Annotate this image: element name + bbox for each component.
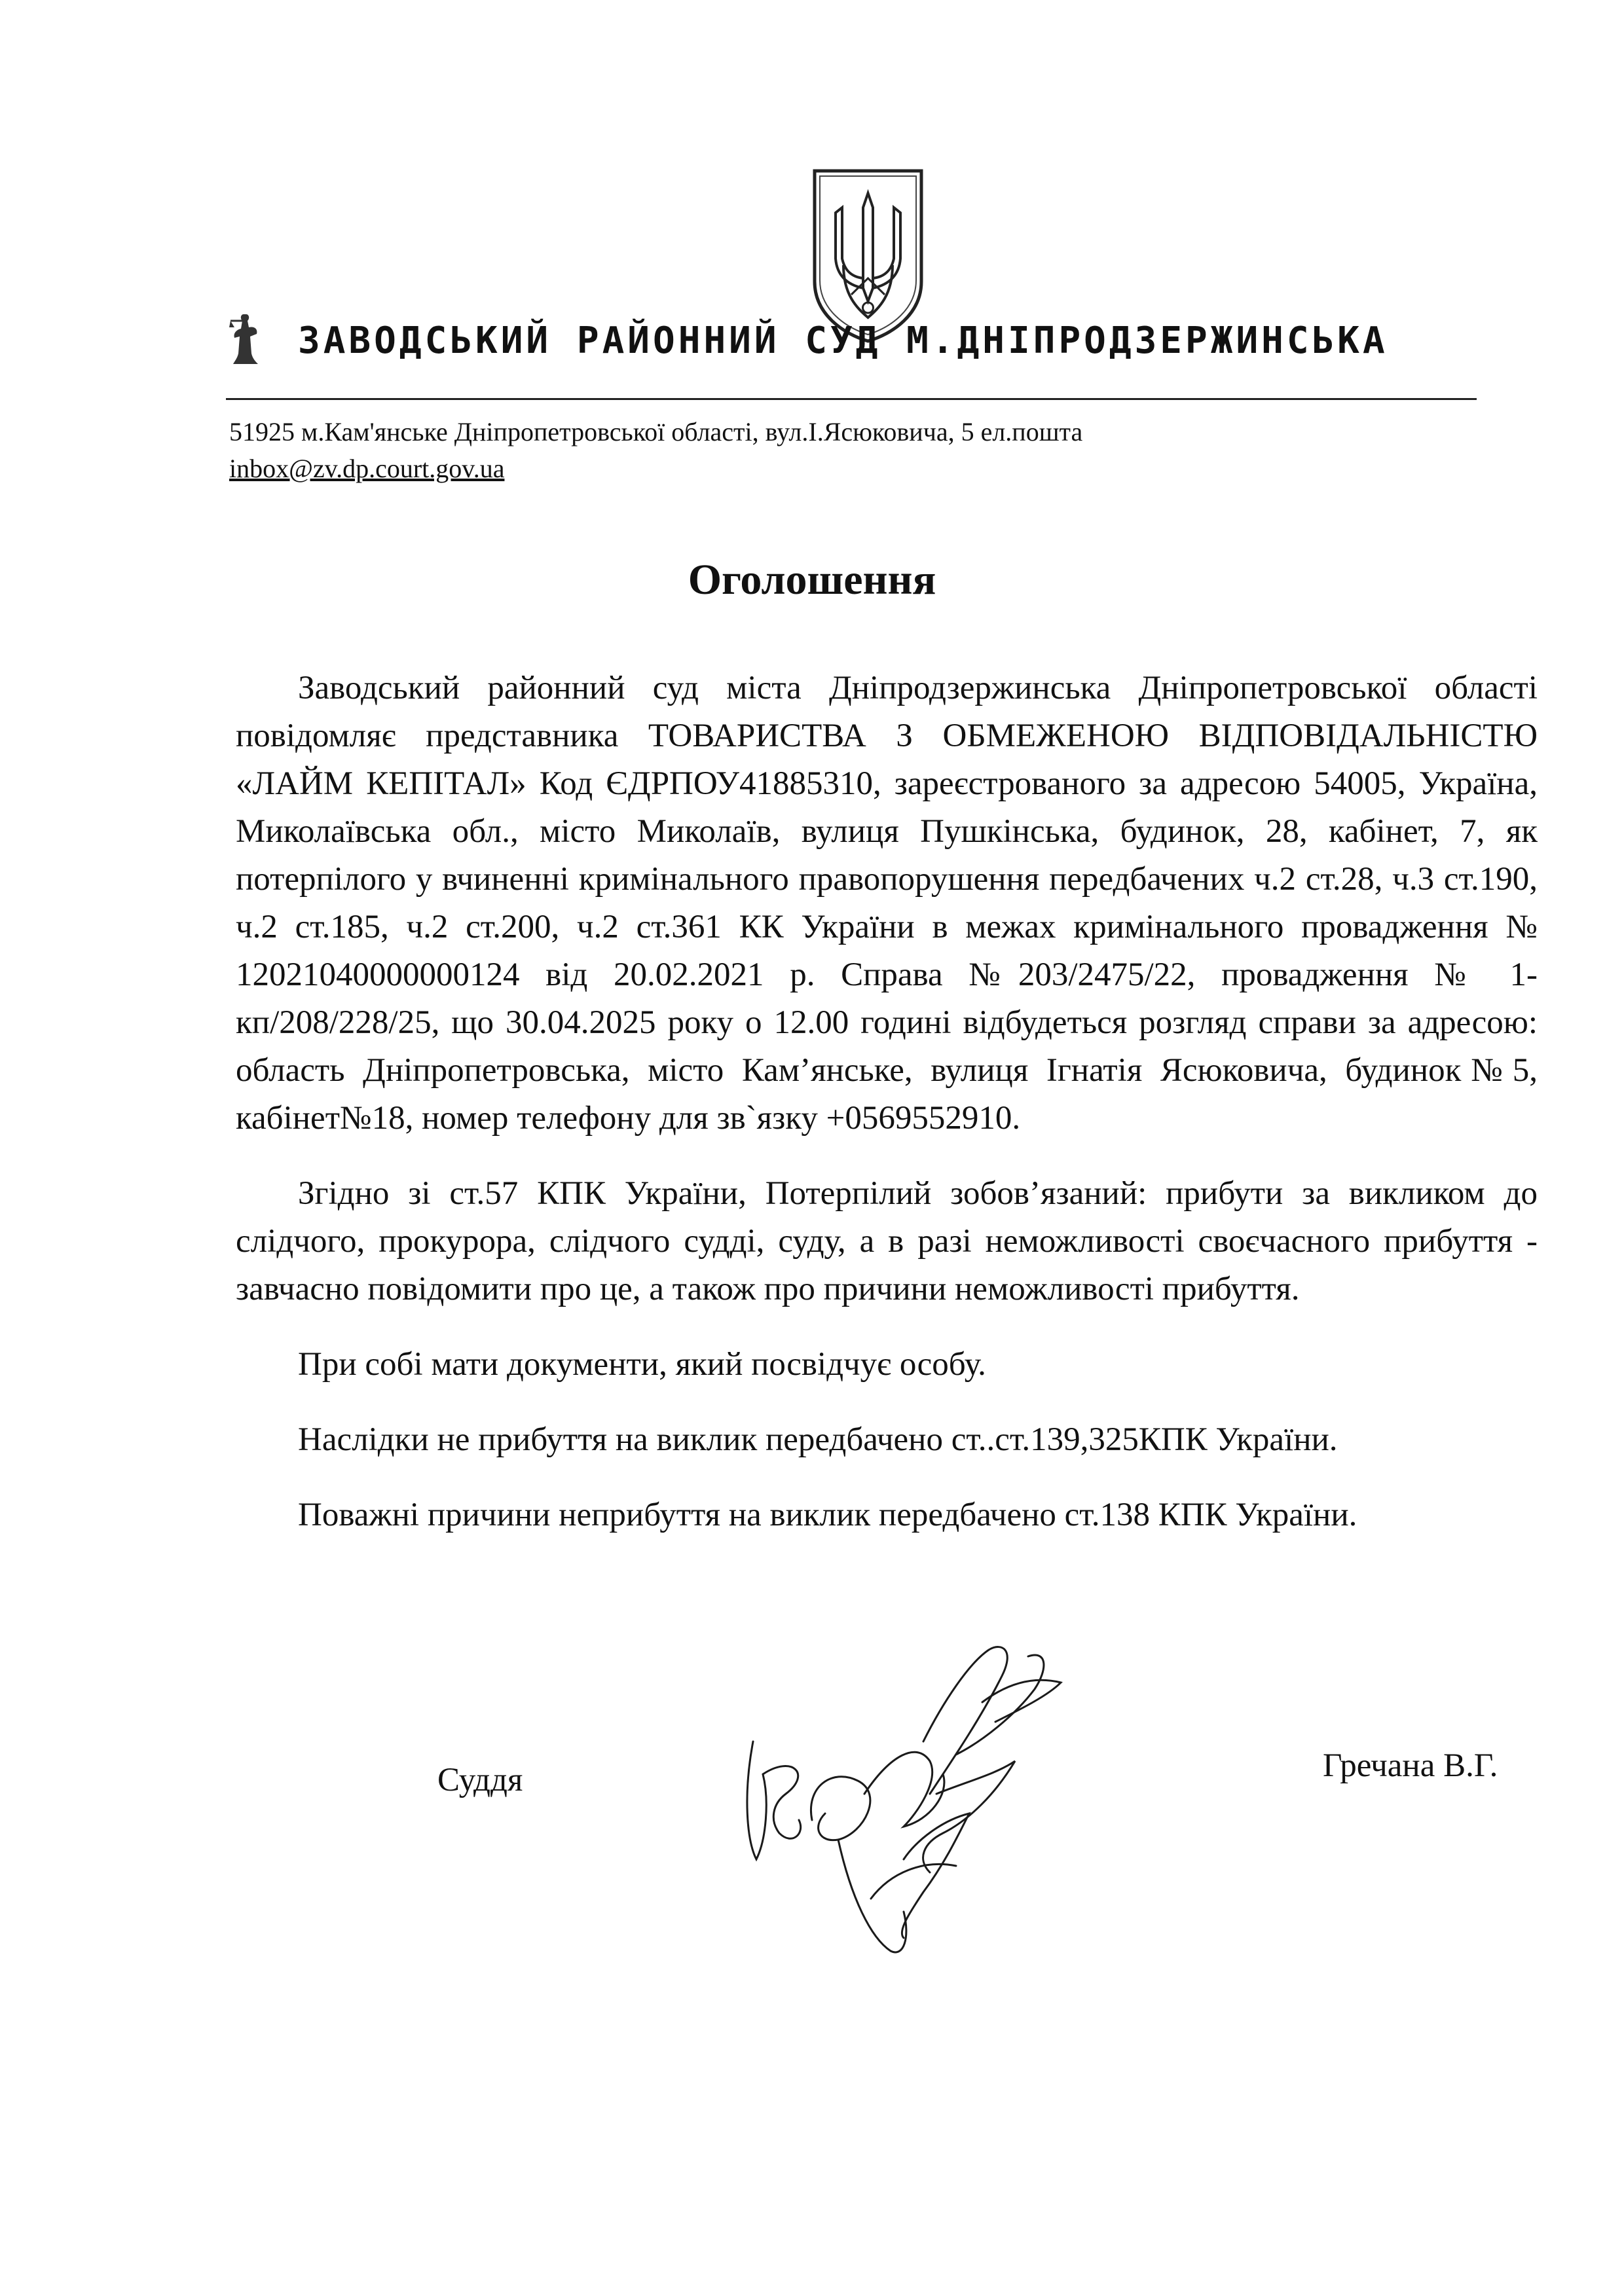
court-address bbox=[229, 414, 1473, 487]
announcement-body bbox=[236, 665, 1538, 1567]
header-divider bbox=[226, 398, 1477, 400]
themis-statue-icon bbox=[229, 308, 263, 367]
court-name: ЗАВОДСЬКИЙ РАЙОННИЙ СУД М.ДНІПРОДЗЕРЖИНСЬКА bbox=[298, 319, 1388, 362]
judge-name: Гречана В.Г. bbox=[1323, 1747, 1498, 1784]
coat-of-arms-icon bbox=[811, 167, 925, 344]
court-email[interactable]: inbox@zv.dp.court.gov.ua bbox=[229, 454, 505, 483]
document-title: Оголошення bbox=[688, 556, 936, 604]
judge-label: Суддя bbox=[437, 1762, 523, 1798]
paragraph-obligations: Згідно зі ст.57 КПК України, Потерпілий зобов’язаний: прибути за викликом до слідчого, прокурора, слідчого судді, суду, а в разі неможливості своєчасного прибуття - завчасно повідомити про це, а також про причини неможливості прибуття. bbox=[236, 1175, 1538, 1307]
paragraph-documents: При собі мати документи, який посвідчує особу. bbox=[298, 1346, 986, 1383]
signature-block bbox=[0, 1747, 1624, 1813]
paragraph-valid-reasons: Поважні причини неприбуття на виклик передбачено ст.138 КПК України. bbox=[298, 1497, 1357, 1533]
paragraph-notice: Заводський районний суд міста Дніпродзержинська Дніпропетровської області повідомляє представника ТОВАРИСТВА З ОБМЕЖЕНОЮ ВІДПОВІДАЛЬНІСТЮ «ЛАЙМ КЕПІТАЛ» Код ЄДРПОУ41885310, зареєстрованого за адресою 54005, Україна, Миколаївська обл., місто Миколаїв, вулиця Пушкінська, будинок, 28, кабінет, 7, як потерпілого у вчиненні кримінального правопорушення передбачених ч.2 ст.28, ч.3 ст.190, ч.2 ст.185, ч.2 ст.200, ч.2 ст.361 КК України в межах кримінального провадження № 12021040000000124 від 20.02.2021 р. Справа №203/2475/22, провадження № 1-кп/208/228/25, що 30.04.2025 року о 12.00 годині відбудеться розгляд справи за адресою: область Дніпропетровська, місто Кам’янське, вулиця Ігнатія Ясюковича, будинок№5, кабінет№18, номер телефону для зв`язку +0569552910. bbox=[236, 670, 1538, 1137]
paragraph-consequences: Наслідки не прибуття на виклик передбачено ст..ст.139,325КПК України. bbox=[298, 1421, 1338, 1458]
address-line: 51925 м.Кам'янське Дніпропетровської області, вул.І.Ясюковича, 5 ел.пошта bbox=[229, 417, 1083, 446]
